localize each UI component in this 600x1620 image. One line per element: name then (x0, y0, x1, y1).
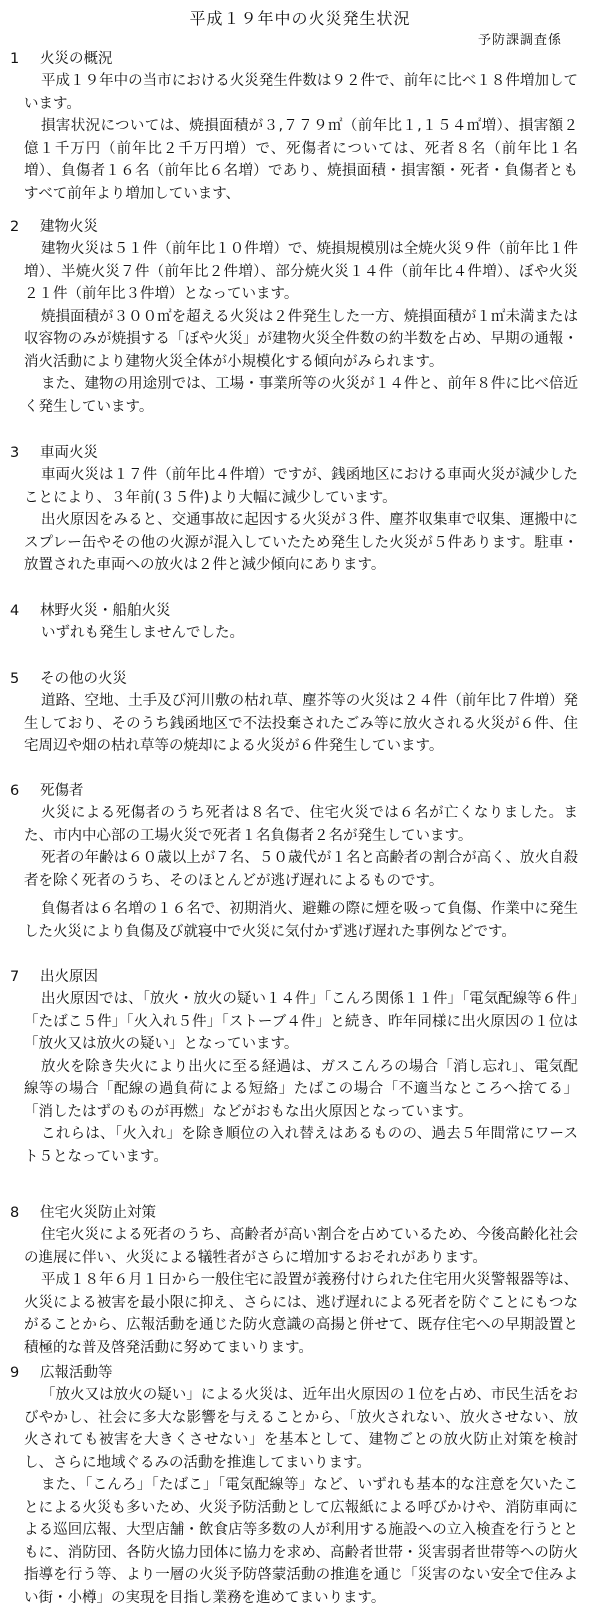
section-title: 建物火災 (40, 219, 98, 235)
paragraph: 道路、空地、土手及び河川敷の枯れ草、塵芥等の火災は２４件（前年比７件増）発生しており、そのうち銭函地区で不法投棄されたごみ等に放火される火災が６件、住宅周辺や畑の枯れ草等の焼却による火災が６件発生しています。 (24, 693, 578, 754)
section-title: 死傷者 (40, 783, 84, 799)
paragraph: 焼損面積が３００㎡を超える火災は２件発生した一方、焼損面積が１㎡未満または収容物のみが焼損する「ぼや火災」が建物火災全件数の約半数を占め、早期の通報・消火活動により建物火災全体が小規模化する傾向がみられます。 (24, 308, 578, 370)
paragraph: 建物火災は５１件（前年比１０件増）で、焼損規模別は全焼火災９件（前年比１件増）、半焼火災７件（前年比２件増）、部分焼火災１４件（前年比４件増）、ぼや火災２１件（前年比３件増）となっています。 (24, 241, 578, 302)
paragraph: いずれも発生しませんでした。 (41, 625, 244, 641)
section-title: 出火原因 (40, 969, 98, 985)
section-heading (0, 600, 600, 622)
section-heading (0, 48, 600, 70)
section-heading (0, 966, 600, 988)
section-residential-fire-prevention (0, 1202, 600, 1359)
paragraph: 放火を除き失火により出火に至る経過は、ガスこんろの場合「消し忘れ」、電気配線等の場合「配線の過負荷による短絡」たばこの場合「不適当なところへ捨てる」「消したはずのものが再燃」などがおもな出火原因となっています。 (24, 1058, 578, 1120)
section-number: 6 (10, 783, 20, 799)
document-title: 平成１９年中の火災発生状況 (189, 9, 411, 28)
section-fire-causes (0, 966, 600, 1168)
section-title: 火災の概況 (40, 51, 113, 67)
section-title: 車両火災 (40, 445, 98, 461)
department-label: 予防課調査係 (477, 33, 562, 48)
paragraph: 平成１８年６月１日から一般住宅に設置が義務付けられた住宅用火災警報器等は、火災による被害を最小限に抑え、さらには、逃げ遅れによる死者を防ぐことにもつながることから、広報活動を通じた防火意識の高揚と併せて、既存住宅への早期設置と積極的な普及啓発活動に努めてまいります。 (24, 1272, 578, 1356)
paragraph: 火災による死傷者のうち死者は８名で、住宅火災では６名が亡くなりました。また、市内中心部の工場火災で死者１名負傷者２名が発生しています。 (24, 805, 578, 844)
section-number: 8 (10, 1205, 20, 1221)
section-number: 9 (10, 1365, 20, 1381)
section-heading (0, 216, 600, 238)
paragraph: また、建物の用途別では、工場・事業所等の火災が１４件と、前年８件に比べ倍近く発生しています。 (24, 376, 578, 415)
paragraph: 車両火災は１７件（前年比４件増）ですが、銭函地区における車両火災が減少したことにより、３年前(３５件)より大幅に減少しています。 (24, 467, 578, 506)
section-vehicle-fires (0, 442, 600, 577)
section-heading (0, 442, 600, 464)
section-number: 7 (10, 969, 20, 985)
section-heading (0, 1202, 600, 1224)
paragraph: 出火原因では、「放火・放火の疑い１４件」「こんろ関係１１件」「電気配線等６件」「たばこ５件」「火入れ５件」「ストーブ４件」と続き、昨年同様に出火原因の１位は「放火又は放火の疑い」となっています。 (24, 991, 578, 1052)
paragraph: 「放火又は放火の疑い」による火災は、近年出火原因の１位を占め、市民生活をおびやかし、社会に多大な影響を与えることから、「放火されない、放火させない、放火されても被害を大きくさせない」を基本として、建物ごとの放火防止対策を検討し、さらに地域ぐるみの活動を推進してまいります。 (24, 1387, 578, 1471)
section-fire-overview (0, 48, 600, 205)
paragraph: 出火原因をみると、交通事故に起因する火災が３件、塵芥収集車で収集、運搬中にスプレー缶やその他の火源が混入していたため発生した火災が５件あります。駐車・放置された車両への放火は２件と減少傾向にあります。 (24, 512, 578, 573)
section-other-fires (0, 668, 600, 758)
section-public-relations (0, 1362, 600, 1609)
paragraph: また、「こんろ」「たばこ」「電気配線等」など、いずれも基本的な注意を欠いたことによる火災も多いため、火災予防活動として広報紙による呼びかけや、消防車両による巡回広報、大型店舗・飲食店等多数の人が利用する施設への立入検査を行うとともに、消防団、各防火協力団体に協力を求め、高齢者世帯・災害弱者世帯等への防火指導を行う等、より一層の火災予防啓蒙活動の推進を通じ「災害のない安全で住みよい街・小樽」の実現を目指し業務を進めてまいります。 (24, 1477, 578, 1606)
paragraph: 平成１９年中の当市における火災発生件数は９２件で、前年に比べ１８件増加しています。 (24, 73, 578, 112)
paragraph: 住宅火災による死者のうち、高齢者が高い割合を占めているため、今後高齢化社会の進展に伴い、火災による犠牲者がさらに増加するおそれがあります。 (24, 1227, 578, 1266)
section-title: その他の火災 (40, 671, 127, 687)
section-casualties (0, 780, 600, 943)
section-number: 2 (10, 219, 20, 235)
section-heading (0, 1362, 600, 1384)
paragraph: 死者の年齢は６０歳以上が７名、５０歳代が１名と高齢者の割合が高く、放火自殺者を除く死者のうち、そのほとんどが逃げ遅れによるものです。 (24, 850, 578, 889)
section-number: 4 (10, 603, 20, 619)
section-title: 住宅火災防止対策 (40, 1205, 156, 1221)
section-building-fires (0, 216, 600, 418)
section-number: 1 (10, 51, 20, 67)
paragraph: 負傷者は６名増の１６名で、初期消火、避難の際に煙を吸って負傷、作業中に発生した火災により負傷及び就寝中で火災に気付かず逃げ遅れた事例などです。 (24, 901, 578, 940)
section-number: 5 (10, 671, 20, 687)
paragraph: これらは、「火入れ」を除き順位の入れ替えはあるものの、過去５年間常にワースト５となっています。 (24, 1126, 578, 1165)
section-heading (0, 668, 600, 690)
section-title: 林野火災・船舶火災 (40, 603, 171, 619)
section-title: 広報活動等 (40, 1365, 113, 1381)
section-heading (0, 780, 600, 802)
paragraph: 損害状況については、焼損面積が３,７７９㎡（前年比１,１５４㎡増）、損害額２億１千万円（前年比２千万円増）で、死傷者については、死者８名（前年比１名増）、負傷者１６名（前年比６名増）であり、焼損面積・損害額・死者・負傷者ともすべて前年より増加しています、 (24, 118, 578, 202)
section-forest-ship-fires (0, 600, 600, 645)
section-number: 3 (10, 445, 20, 461)
